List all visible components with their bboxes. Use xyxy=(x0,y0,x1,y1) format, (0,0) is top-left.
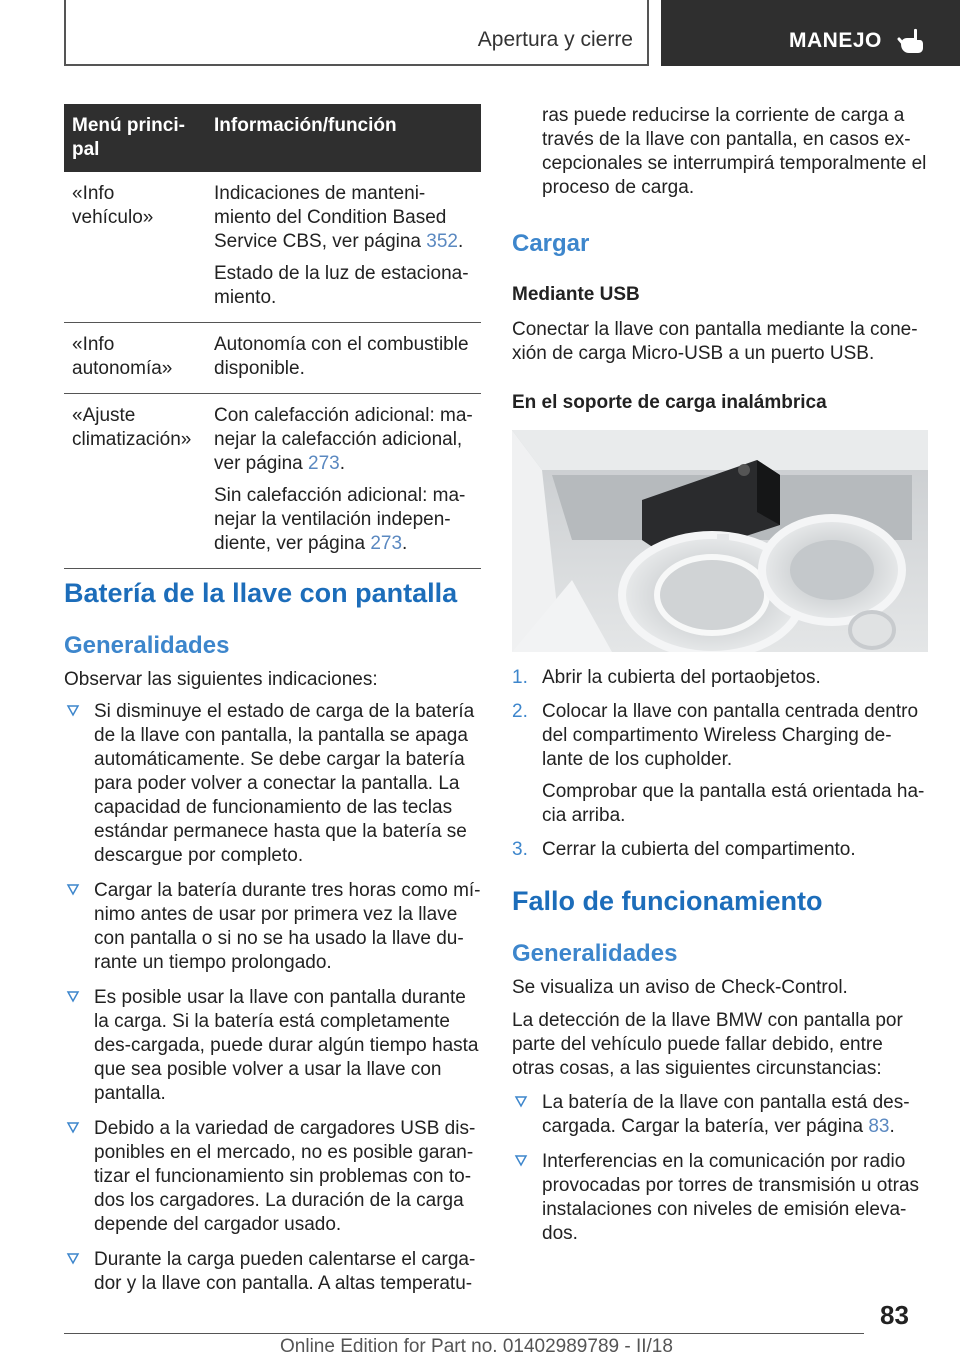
list-item: 2. Colocar la llave con pantalla centrada dentro del compartimento Wireless Charging de-lante de los cupholder. Comprobar que la pantalla está orientada ha-cia arriba. xyxy=(512,701,925,826)
list-item: La batería de la llave con pantalla está des-cargada. Cargar la batería, ver página 83. xyxy=(512,1091,928,1139)
battery-heading: Batería de la llave con pantalla xyxy=(64,578,458,608)
triangle-bullet-icon xyxy=(66,989,80,1003)
triangle-bullet-icon xyxy=(66,703,80,717)
steering-hand-icon xyxy=(897,26,925,54)
page-link[interactable]: 83 xyxy=(868,1116,890,1137)
table-header-row xyxy=(64,104,481,172)
table-cell-menu: «Info autonomía» xyxy=(64,323,206,394)
battery-general-heading: Generalidades xyxy=(64,632,230,659)
table-row xyxy=(64,172,481,323)
table-cell-info: Autonomía con el combustible disponible. xyxy=(206,323,481,394)
menu-info-table xyxy=(64,104,481,569)
list-item: 3. Cerrar la cubierta del compartimento. xyxy=(512,839,856,860)
bullet-continuation: ras puede reducirse la corriente de carga a través de la llave con pantalla, en casos ex-cepcionales se interrumpirá temporalmente el proceso de carga. xyxy=(542,105,927,198)
battery-intro: Observar las siguientes indicaciones: xyxy=(64,669,378,690)
battery-bullet-list xyxy=(64,700,481,1307)
wireless-charging-photo xyxy=(512,430,928,652)
usb-heading: Mediante USB xyxy=(512,284,640,305)
footer-edition: Online Edition for Part no. 01402989789 - II/18 xyxy=(280,1336,673,1357)
triangle-bullet-icon xyxy=(66,1251,80,1265)
page-link[interactable]: 273 xyxy=(308,453,340,474)
header-section-box xyxy=(661,0,960,66)
table-cell-info: Indicaciones de manteni-miento del Condition Based Service CBS, ver página 352. Estado de la luz de estaciona-miento. xyxy=(206,172,481,323)
section-title: MANEJO xyxy=(789,29,882,52)
page-link[interactable]: 352 xyxy=(426,231,458,252)
charging-compartment-illustration xyxy=(512,430,928,652)
chapter-title: Apertura y cierre xyxy=(477,28,633,51)
triangle-bullet-icon xyxy=(514,1153,528,1167)
triangle-bullet-icon xyxy=(66,1120,80,1134)
malfunction-p2: La detección de la llave BMW con pantalla por parte del vehículo puede fallar debido, entre otras cosas, a las siguientes circunstancias: xyxy=(512,1010,903,1079)
table-header-info: Información/función xyxy=(206,104,481,172)
list-item: Durante la carga pueden calentarse el carga-dor y la llave con pantalla. A altas temperatu- xyxy=(64,1248,481,1296)
page-number: 83 xyxy=(880,1300,909,1330)
malfunction-bullet-list xyxy=(512,1091,928,1257)
footer-divider xyxy=(64,1333,864,1334)
charging-heading: Cargar xyxy=(512,230,590,257)
malfunction-heading: Fallo de funcionamiento xyxy=(512,886,823,916)
header-chapter-box xyxy=(64,0,649,66)
table-row xyxy=(64,323,481,394)
wireless-heading: En el soporte de carga inalámbrica xyxy=(512,392,827,413)
triangle-bullet-icon xyxy=(66,882,80,896)
list-item: Debido a la variedad de cargadores USB dis-ponibles en el mercado, no es posible garan-tizar el funcionamiento sin problemas con to-dos los cargadores. La duración de la carga depende del cargador usado. xyxy=(64,1117,481,1237)
list-item: Si disminuye el estado de carga de la batería de la llave con pantalla, la pantalla se apaga automáticamente. Se debe cargar la batería para poder volver a conectar la pantalla. La capacidad de funcionamiento de las teclas estándar permanece hasta que la batería se descargue por completo. xyxy=(64,700,481,868)
table-header-menu: Menú princi- pal xyxy=(64,104,206,172)
malfunction-p1: Se visualiza un aviso de Check-Control. xyxy=(512,977,848,998)
table-cell-menu: «Info vehículo» xyxy=(64,172,206,323)
table-cell-menu: «Ajuste climatización» xyxy=(64,394,206,569)
usb-text: Conectar la llave con pantalla mediante la cone-xión de carga Micro-USB a un puerto USB. xyxy=(512,319,918,364)
list-item: 1. Abrir la cubierta del portaobjetos. xyxy=(512,667,821,688)
list-item: Interferencias en la comunicación por radio provocadas por torres de transmisión u otras instalaciones con niveles de emisión eleva-dos. xyxy=(512,1150,928,1246)
charging-steps-list xyxy=(512,666,928,872)
list-item: Es posible usar la llave con pantalla durante la carga. Si la batería está completamente des-cargada, puede durar algún tiempo hasta que sea posible volver a usar la llave con pantalla. xyxy=(64,986,481,1106)
page-link[interactable]: 273 xyxy=(370,533,403,554)
malfunction-general-heading: Generalidades xyxy=(512,940,678,967)
table-row xyxy=(64,394,481,569)
triangle-bullet-icon xyxy=(514,1094,528,1108)
list-item: Cargar la batería durante tres horas como mí-nimo antes de usar por primera vez la llave con pantalla o si no se ha usado la llave du-rante un tiempo prolongado. xyxy=(64,879,481,975)
table-cell-info: Con calefacción adicional: ma-nejar la calefacción adicional, ver página 273. Sin calefacción adicional: ma-nejar la ventilación indepen-diente, ver página 273. xyxy=(206,394,481,569)
